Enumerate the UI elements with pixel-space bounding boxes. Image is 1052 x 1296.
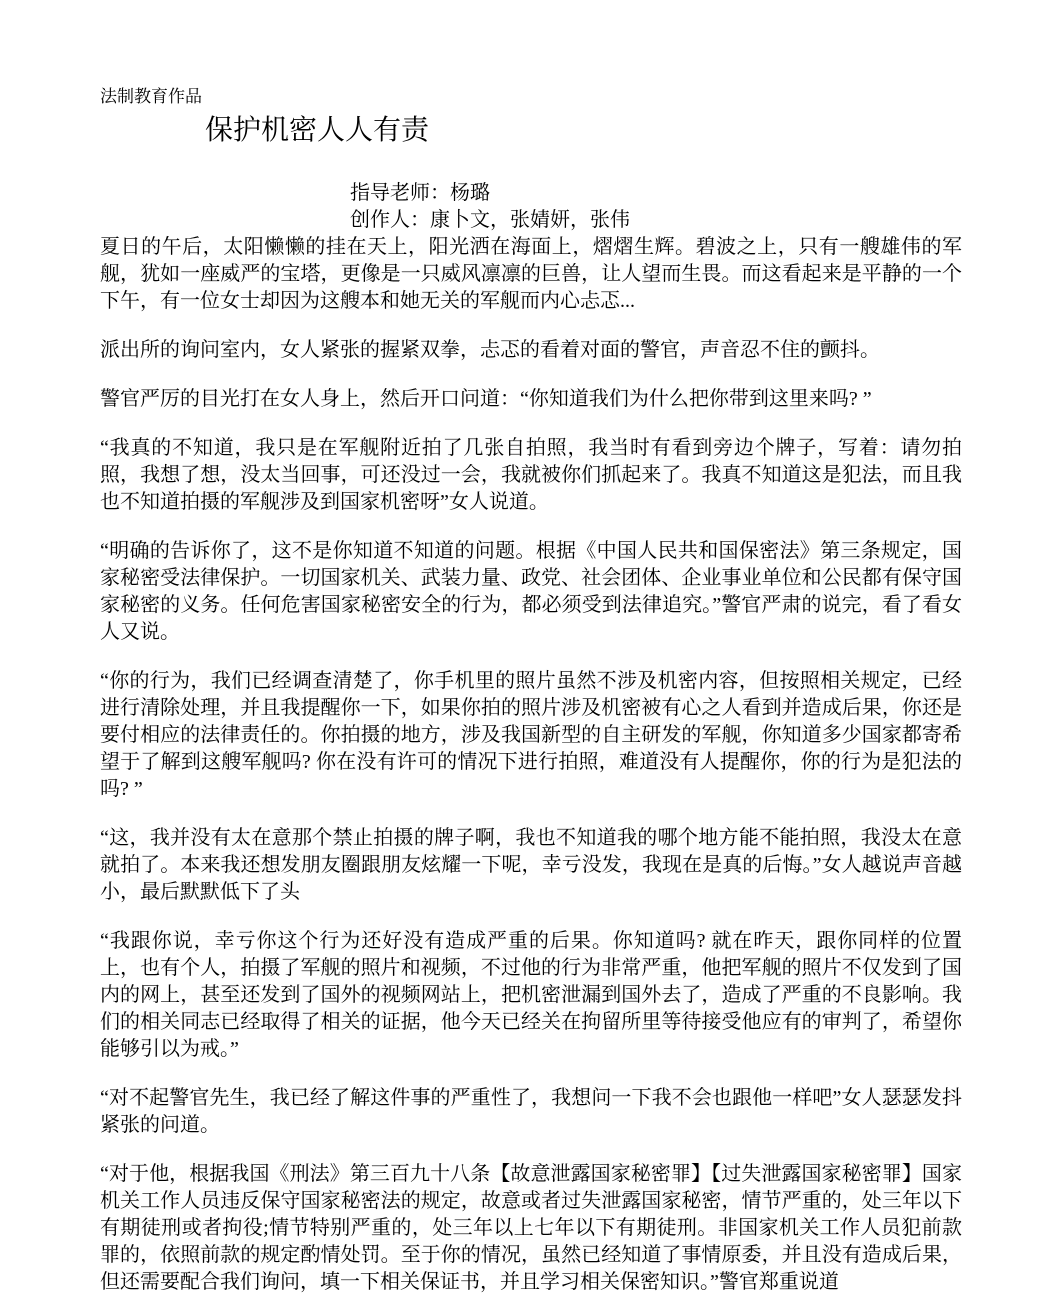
- paragraph-woman-regret: “这，我并没有太在意那个禁止拍摄的牌子啊，我也不知道我的哪个地方能不能拍照，我没太在意就拍了。本来我还想发朋友圈跟朋友炫耀一下呢，幸亏没发，我现在是真的后悔。”女人越说声音越小，最后默默低下了头: [100, 827, 962, 903]
- document-body: [100, 234, 962, 1296]
- paragraph-intro: 夏日的午后，太阳懒懒的挂在天上，阳光洒在海面上，熠熠生辉。碧波之上，只有一艘雄伟的军舰，犹如一座威严的宝塔，更像是一只威风凛凛的巨兽，让人望而生畏。而这看起来是平静的一个下午，有一位女士却因为这艘本和她无关的军舰而内心忐忑...: [100, 236, 962, 312]
- paragraph-officer-example: “我跟你说，幸亏你这个行为还好没有造成严重的后果。你知道吗? 就在昨天，跟你同样的位置上，也有个人，拍摄了军舰的照片和视频，不过他的行为非常严重，他把军舰的照片不仅发到了国内的网上，甚至还发到了国外的视频网站上，把机密泄漏到国外去了，造成了严重的不良影响。我们的相关同志已经取得了相关的证据，他今天已经关在拘留所里等待接受他应有的审判了，希望你能够引以为戒。”: [100, 930, 962, 1060]
- paragraph-officer-question: 警官严厉的目光打在女人身上，然后开口问道：“你知道我们为什么把你带到这里来吗? ”: [100, 388, 872, 410]
- paragraph-officer-law: “明确的告诉你了，这不是你知道不知道的问题。根据《中国人民共和国保密法》第三条规定，国家秘密受法律保护。一切国家机关、武装力量、政党、社会团体、企业事业单位和公民都有保守国家秘密的义务。任何危害国家秘密安全的行为，都必须受到法律追究。”警官严肃的说完，看了看女人又说。: [100, 540, 962, 643]
- paragraph-officer-verdict: “对于他，根据我国《刑法》第三百九十八条【故意泄露国家秘密罪】【过失泄露国家秘密罪】国家机关工作人员违反保守国家秘密法的规定，故意或者过失泄露国家秘密，情节严重的，处三年以下有期徒刑或者拘役;情节特别严重的，处三年以上七年以下有期徒刑。非国家机关工作人员犯前款罪的，依照前款的规定酌情处罚。至于你的情况，虽然已经知道了事情原委，并且没有造成后果，但还需要配合我们询问，填一下相关保证书，并且学习相关保密知识。”警官郑重说道: [100, 1163, 962, 1293]
- paragraph-woman-apology: “对不起警官先生，我已经了解这件事的严重性了，我想问一下我不会也跟他一样吧”女人瑟瑟发抖紧张的问道。: [100, 1087, 962, 1136]
- credit-creators: 创作人：康卜文，张婧妍，张伟: [350, 209, 630, 231]
- document-title: 保护机密人人有责: [205, 115, 430, 146]
- credit-teacher: 指导老师：杨璐: [350, 182, 490, 204]
- paragraph-interrogation-room: 派出所的询问室内，女人紧张的握紧双拳，忐忑的看着对面的警官，声音忍不住的颤抖。: [100, 339, 880, 361]
- paragraph-officer-warning: “你的行为，我们已经调查清楚了，你手机里的照片虽然不涉及机密内容，但按照相关规定，已经进行清除处理，并且我提醒你一下，如果你拍的照片涉及机密被有心之人看到并造成后果，你还是要付相应的法律责任的。你拍摄的地方，涉及我国新型的自主研发的军舰，你知道多少国家都寄希望于了解到这艘军舰吗? 你在没有许可的情况下进行拍照，难道没有人提醒你，你的行为是犯法的吗? ”: [100, 670, 962, 800]
- credits-block: [350, 180, 962, 234]
- document-category: 法制教育作品: [100, 87, 202, 106]
- paragraph-woman-denial: “我真的不知道，我只是在军舰附近拍了几张自拍照，我当时有看到旁边个牌子，写着：请勿拍照，我想了想，没太当回事，可还没过一会，我就被你们抓起来了。我真不知道这是犯法，而且我也不知道拍摄的军舰涉及到国家机密呀”女人说道。: [100, 437, 962, 513]
